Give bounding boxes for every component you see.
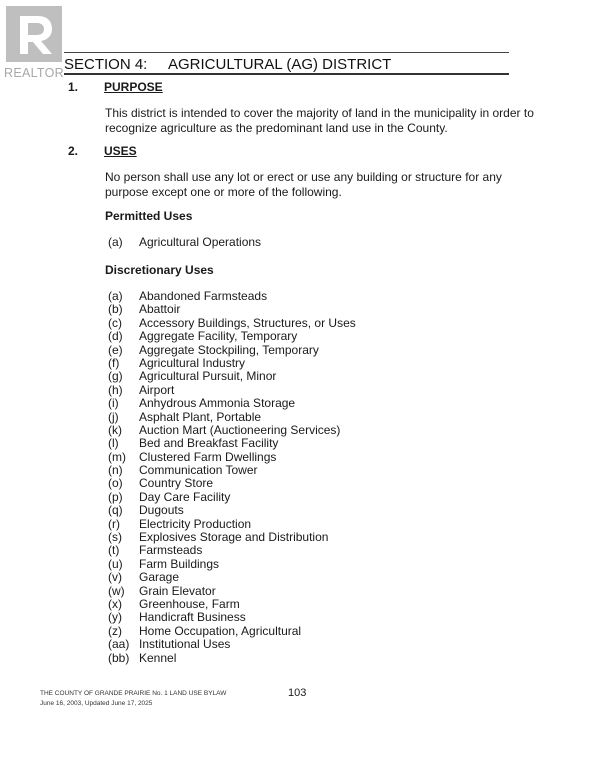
discretionary-use-item [108, 290, 356, 303]
item-letter: (k) [108, 422, 122, 437]
item-letter: (b) [108, 302, 123, 317]
discretionary-use-item [108, 585, 356, 598]
item-letter: (t) [108, 543, 120, 558]
item-letter: (aa) [108, 637, 130, 652]
item-letter: (w) [108, 583, 125, 598]
item-letter: (d) [108, 329, 123, 344]
permitted-use-item [108, 236, 261, 249]
footer-bylaw [40, 689, 226, 708]
discretionary-use-item [108, 638, 356, 651]
footer-bylaw-title: THE COUNTY OF GRANDE PRAIRIE No. 1 LAND USE BYLAW [40, 690, 227, 697]
item-text: Anhydrous Ammonia Storage [139, 396, 296, 411]
discretionary-use-item [108, 411, 356, 424]
item-letter: (s) [108, 530, 122, 545]
discretionary-use-item [108, 317, 356, 330]
item-letter: (f) [108, 355, 120, 370]
item-letter: (p) [108, 489, 123, 504]
discretionary-use-item [108, 531, 356, 544]
realtor-r-icon [6, 6, 62, 62]
item-letter: (i) [108, 396, 119, 411]
discretionary-use-item [108, 544, 356, 557]
discretionary-use-item [108, 451, 356, 464]
item-letter: (n) [108, 463, 123, 478]
item-text: Airport [139, 382, 175, 397]
uses-number: 2. [68, 144, 79, 158]
discretionary-use-item [108, 571, 356, 584]
purpose-text: This district is intended to cover the majority of land in the municipality in order to recognize agriculture as the predominant land use in the County. [105, 106, 534, 135]
item-letter: (a) [108, 235, 123, 249]
uses-text: No person shall use any lot or erect or use any building or structure for any purpose except one or more of the following. [105, 170, 502, 199]
header-rule-bottom [64, 73, 509, 75]
item-text: Farm Buildings [139, 556, 220, 571]
item-text: Greenhouse, Farm [139, 596, 240, 611]
discretionary-use-item [108, 611, 356, 624]
item-text: Agricultural Pursuit, Minor [139, 369, 277, 384]
item-letter: (z) [108, 623, 122, 638]
purpose-title: PURPOSE [104, 80, 163, 94]
item-text: Auction Mart (Auctioneering Services) [139, 422, 341, 437]
item-text: Communication Tower [139, 463, 258, 478]
discretionary-use-item [108, 491, 356, 504]
discretionary-use-item [108, 437, 356, 450]
uses-heading [68, 144, 137, 158]
item-letter: (h) [108, 382, 123, 397]
item-letter: (c) [108, 315, 122, 330]
item-letter: (r) [108, 516, 120, 531]
item-letter: (v) [108, 570, 122, 585]
footer-date: June 16, 2003, Updated June 17, 2025 [40, 699, 153, 707]
item-text: Farmsteads [139, 543, 203, 558]
header-rule-top [64, 52, 509, 53]
discretionary-uses-list [108, 290, 356, 665]
item-text: Clustered Farm Dwellings [139, 449, 277, 464]
discretionary-use-item [108, 344, 356, 357]
item-text: Agricultural Operations [139, 235, 262, 249]
uses-title: USES [104, 144, 137, 158]
discretionary-use-item [108, 370, 356, 383]
item-text: Electricity Production [139, 516, 252, 531]
item-letter: (bb) [108, 650, 130, 665]
item-text: Day Care Facility [139, 489, 231, 504]
item-text: Asphalt Plant, Portable [139, 409, 262, 424]
discretionary-use-item [108, 518, 356, 531]
discretionary-use-item [108, 424, 356, 437]
item-letter: (g) [108, 369, 123, 384]
item-letter: (x) [108, 596, 122, 611]
item-text: Abattoir [139, 302, 181, 317]
item-text: Home Occupation, Agricultural [139, 623, 302, 638]
discretionary-use-item [108, 303, 356, 316]
discretionary-use-item [108, 357, 356, 370]
item-text: Bed and Breakfast Facility [139, 436, 279, 451]
realtor-watermark [4, 6, 64, 82]
item-text: Aggregate Stockpiling, Temporary [139, 342, 319, 357]
discretionary-uses-heading: Discretionary Uses [105, 263, 214, 277]
item-letter: (q) [108, 503, 123, 518]
permitted-uses-heading: Permitted Uses [105, 209, 193, 223]
section-number: SECTION 4: [64, 56, 148, 73]
discretionary-use-item [108, 558, 356, 571]
discretionary-use-item [108, 598, 356, 611]
discretionary-use-item [108, 625, 356, 638]
item-text: Dugouts [139, 503, 184, 518]
item-letter: (a) [108, 289, 123, 303]
section-name: AGRICULTURAL (AG) DISTRICT [168, 56, 392, 73]
item-text: Grain Elevator [139, 583, 216, 598]
item-letter: (u) [108, 556, 123, 571]
item-letter: (e) [108, 342, 123, 357]
discretionary-use-item [108, 464, 356, 477]
item-text: Kennel [139, 650, 177, 665]
purpose-heading [68, 80, 163, 94]
item-letter: (j) [108, 409, 119, 424]
item-text: Accessory Buildings, Structures, or Uses [139, 315, 356, 330]
item-text: Handicraft Business [139, 610, 246, 625]
item-text: Country Store [139, 476, 214, 491]
item-letter: (l) [108, 436, 119, 451]
section-title [64, 56, 391, 73]
item-text: Aggregate Facility, Temporary [139, 329, 298, 344]
discretionary-use-item [108, 397, 356, 410]
item-letter: (o) [108, 476, 123, 491]
discretionary-use-item [108, 652, 356, 665]
item-text: Garage [139, 570, 180, 585]
purpose-number: 1. [68, 80, 79, 94]
discretionary-use-item [108, 384, 356, 397]
item-text: Explosives Storage and Distribution [139, 530, 329, 545]
item-letter: (y) [108, 610, 122, 625]
page-number: 103 [288, 687, 307, 699]
discretionary-use-item [108, 330, 356, 343]
item-text: Institutional Uses [139, 637, 231, 652]
discretionary-use-item [108, 477, 356, 490]
discretionary-use-item [108, 504, 356, 517]
item-text: Agricultural Industry [139, 355, 246, 370]
item-text: Abandoned Farmsteads [139, 289, 268, 303]
realtor-brand-text: REALTOR [4, 66, 64, 80]
item-letter: (m) [108, 449, 126, 464]
